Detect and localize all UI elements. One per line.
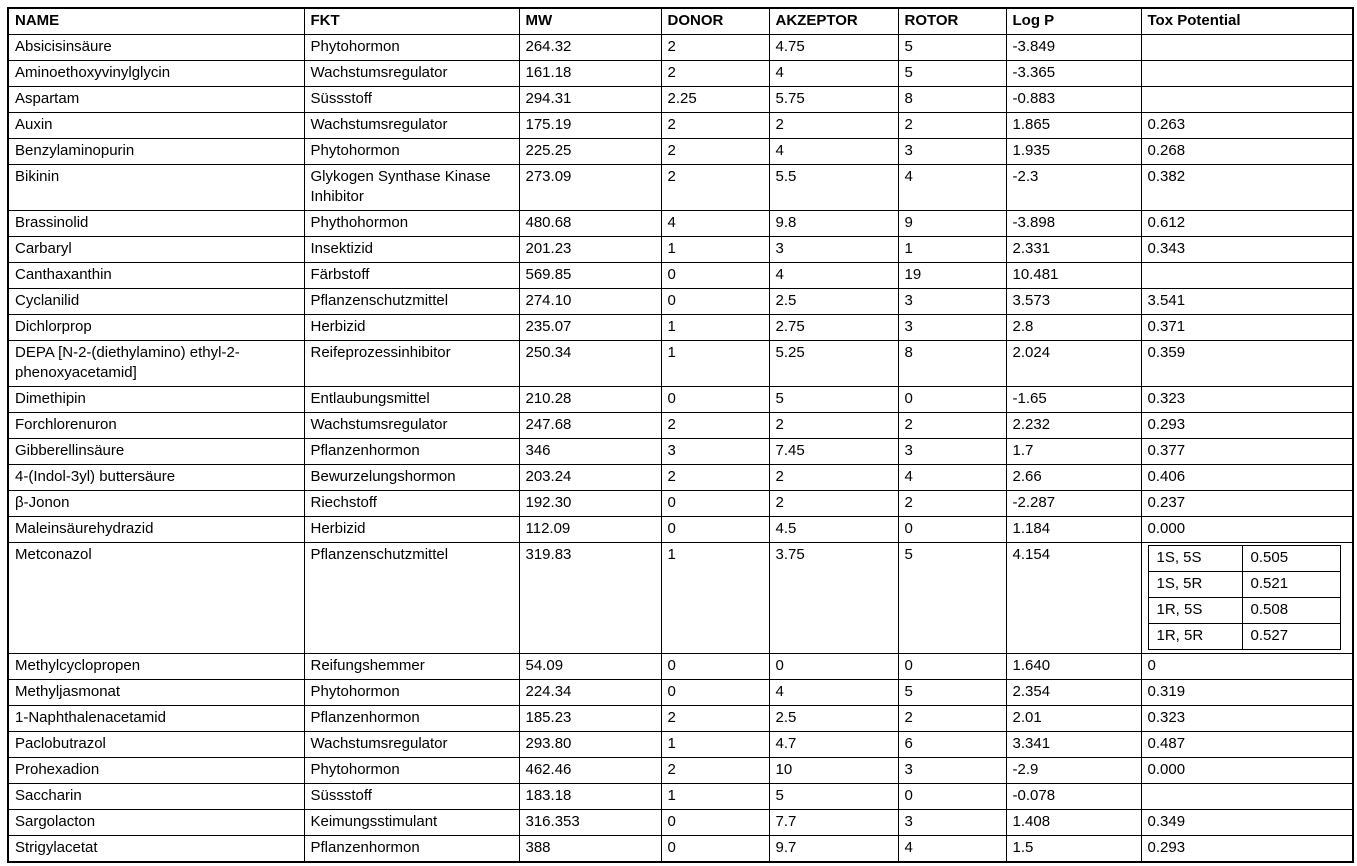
cell-donor: 2 <box>661 165 769 211</box>
cell-donor: 2 <box>661 758 769 784</box>
cell-akzeptor: 5 <box>769 784 898 810</box>
cell-name: Forchlorenuron <box>8 413 304 439</box>
cell-rotor: 5 <box>898 543 1006 654</box>
cell-name: Gibberellinsäure <box>8 439 304 465</box>
cell-logp: 4.154 <box>1006 543 1141 654</box>
cell-fkt: Wachstumsregulator <box>304 113 519 139</box>
cell-donor: 2 <box>661 35 769 61</box>
cell-fkt: Entlaubungsmittel <box>304 387 519 413</box>
cell-tox: 0.268 <box>1141 139 1353 165</box>
table-row <box>8 680 1353 706</box>
cell-fkt: Süssstoff <box>304 784 519 810</box>
column-header-fkt: FKT <box>304 8 519 35</box>
cell-akzeptor: 4 <box>769 61 898 87</box>
cell-name: Metconazol <box>8 543 304 654</box>
table-row <box>8 315 1353 341</box>
cell-logp: -2.287 <box>1006 491 1141 517</box>
tox-isomer-label: 1S, 5S <box>1148 546 1242 572</box>
cell-tox <box>1141 35 1353 61</box>
tox-subtable-row <box>1148 546 1340 572</box>
cell-logp: 2.01 <box>1006 706 1141 732</box>
cell-fkt: Herbizid <box>304 517 519 543</box>
cell-rotor: 3 <box>898 315 1006 341</box>
cell-logp: 2.8 <box>1006 315 1141 341</box>
cell-akzeptor: 4 <box>769 263 898 289</box>
cell-rotor: 3 <box>898 289 1006 315</box>
cell-fkt: Phytohormon <box>304 758 519 784</box>
table-row <box>8 289 1353 315</box>
cell-donor: 0 <box>661 289 769 315</box>
cell-akzeptor: 4.7 <box>769 732 898 758</box>
cell-donor: 0 <box>661 680 769 706</box>
cell-fkt: Süssstoff <box>304 87 519 113</box>
cell-donor: 3 <box>661 439 769 465</box>
cell-tox: 0 <box>1141 654 1353 680</box>
tox-subtable <box>1148 545 1341 650</box>
cell-mw: 293.80 <box>519 732 661 758</box>
cell-fkt: Reifungshemmer <box>304 654 519 680</box>
cell-akzeptor: 3 <box>769 237 898 263</box>
table-row <box>8 491 1353 517</box>
tox-isomer-value: 0.521 <box>1242 572 1340 598</box>
cell-logp: -0.883 <box>1006 87 1141 113</box>
cell-donor: 4 <box>661 211 769 237</box>
cell-akzeptor: 4.75 <box>769 35 898 61</box>
cell-akzeptor: 2.75 <box>769 315 898 341</box>
cell-fkt: Riechstoff <box>304 491 519 517</box>
column-header-rotor: ROTOR <box>898 8 1006 35</box>
cell-logp: 1.408 <box>1006 810 1141 836</box>
table-row <box>8 706 1353 732</box>
table-row <box>8 61 1353 87</box>
cell-fkt: Phytohormon <box>304 680 519 706</box>
cell-donor: 0 <box>661 654 769 680</box>
table-row <box>8 413 1353 439</box>
cell-donor: 0 <box>661 810 769 836</box>
cell-fkt: Wachstumsregulator <box>304 413 519 439</box>
cell-mw: 183.18 <box>519 784 661 810</box>
cell-logp: 3.573 <box>1006 289 1141 315</box>
cell-rotor: 2 <box>898 491 1006 517</box>
table-row <box>8 139 1353 165</box>
cell-donor: 2 <box>661 113 769 139</box>
cell-rotor: 5 <box>898 680 1006 706</box>
table-row <box>8 836 1353 863</box>
cell-mw: 264.32 <box>519 35 661 61</box>
cell-tox: 0.323 <box>1141 706 1353 732</box>
cell-name: Paclobutrazol <box>8 732 304 758</box>
cell-tox: 0.487 <box>1141 732 1353 758</box>
cell-donor: 0 <box>661 491 769 517</box>
table-row <box>8 810 1353 836</box>
cell-logp: -1.65 <box>1006 387 1141 413</box>
cell-mw: 112.09 <box>519 517 661 543</box>
cell-fkt: Phythohormon <box>304 211 519 237</box>
cell-donor: 1 <box>661 543 769 654</box>
cell-tox: 0.612 <box>1141 211 1353 237</box>
column-header-logp: Log P <box>1006 8 1141 35</box>
cell-rotor: 3 <box>898 439 1006 465</box>
table-row <box>8 387 1353 413</box>
cell-donor: 0 <box>661 517 769 543</box>
cell-akzeptor: 10 <box>769 758 898 784</box>
cell-donor: 1 <box>661 732 769 758</box>
cell-tox: 0.319 <box>1141 680 1353 706</box>
cell-name: Dimethipin <box>8 387 304 413</box>
cell-rotor: 8 <box>898 341 1006 387</box>
cell-mw: 235.07 <box>519 315 661 341</box>
cell-tox <box>1141 263 1353 289</box>
column-header-tox: Tox Potential <box>1141 8 1353 35</box>
cell-logp: -2.9 <box>1006 758 1141 784</box>
cell-akzeptor: 5.25 <box>769 341 898 387</box>
cell-name: Cyclanilid <box>8 289 304 315</box>
cell-mw: 316.353 <box>519 810 661 836</box>
cell-name: Aminoethoxyvinylglycin <box>8 61 304 87</box>
cell-name: Aspartam <box>8 87 304 113</box>
cell-tox: 0.293 <box>1141 413 1353 439</box>
cell-rotor: 2 <box>898 706 1006 732</box>
cell-rotor: 9 <box>898 211 1006 237</box>
cell-mw: 192.30 <box>519 491 661 517</box>
cell-rotor: 5 <box>898 35 1006 61</box>
cell-akzeptor: 3.75 <box>769 543 898 654</box>
cell-akzeptor: 2.5 <box>769 706 898 732</box>
cell-fkt: Pflanzenhormon <box>304 439 519 465</box>
column-header-akzeptor: AKZEPTOR <box>769 8 898 35</box>
cell-donor: 2 <box>661 465 769 491</box>
cell-donor: 2.25 <box>661 87 769 113</box>
cell-rotor: 19 <box>898 263 1006 289</box>
cell-name: DEPA [N-2-(diethylamino) ethyl-2-phenoxyacetamid] <box>8 341 304 387</box>
cell-fkt: Wachstumsregulator <box>304 732 519 758</box>
table-row <box>8 35 1353 61</box>
cell-fkt: Pflanzenschutzmittel <box>304 289 519 315</box>
tox-isomer-value: 0.508 <box>1242 598 1340 624</box>
cell-akzeptor: 5.5 <box>769 165 898 211</box>
cell-donor: 0 <box>661 263 769 289</box>
cell-logp: 2.232 <box>1006 413 1141 439</box>
cell-mw: 203.24 <box>519 465 661 491</box>
cell-mw: 569.85 <box>519 263 661 289</box>
cell-mw: 294.31 <box>519 87 661 113</box>
column-header-mw: MW <box>519 8 661 35</box>
cell-fkt: Färbstoff <box>304 263 519 289</box>
cell-rotor: 0 <box>898 784 1006 810</box>
cell-tox: 0.343 <box>1141 237 1353 263</box>
cell-name: Benzylaminopurin <box>8 139 304 165</box>
cell-mw: 250.34 <box>519 341 661 387</box>
cell-logp: 1.640 <box>1006 654 1141 680</box>
cell-name: Prohexadion <box>8 758 304 784</box>
cell-mw: 161.18 <box>519 61 661 87</box>
cell-tox: 0.349 <box>1141 810 1353 836</box>
cell-donor: 0 <box>661 387 769 413</box>
cell-fkt: Pflanzenhormon <box>304 706 519 732</box>
cell-rotor: 4 <box>898 165 1006 211</box>
cell-tox: 0.293 <box>1141 836 1353 863</box>
table-body <box>8 35 1353 863</box>
cell-tox: 0.263 <box>1141 113 1353 139</box>
cell-rotor: 1 <box>898 237 1006 263</box>
cell-akzeptor: 9.7 <box>769 836 898 863</box>
tox-subtable-row <box>1148 572 1340 598</box>
cell-tox: 0.359 <box>1141 341 1353 387</box>
cell-akzeptor: 9.8 <box>769 211 898 237</box>
cell-akzeptor: 5.75 <box>769 87 898 113</box>
cell-name: β-Jonon <box>8 491 304 517</box>
table-row <box>8 87 1353 113</box>
cell-rotor: 5 <box>898 61 1006 87</box>
cell-mw: 480.68 <box>519 211 661 237</box>
cell-akzeptor: 4.5 <box>769 517 898 543</box>
table-row <box>8 237 1353 263</box>
cell-name: Auxin <box>8 113 304 139</box>
cell-name: Methyljasmonat <box>8 680 304 706</box>
cell-logp: 1.184 <box>1006 517 1141 543</box>
cell-tox: 0.382 <box>1141 165 1353 211</box>
cell-name: Saccharin <box>8 784 304 810</box>
cell-tox: 0.000 <box>1141 758 1353 784</box>
cell-logp: -3.849 <box>1006 35 1141 61</box>
cell-name: 1-Naphthalenacetamid <box>8 706 304 732</box>
cell-rotor: 0 <box>898 654 1006 680</box>
cell-name: Dichlorprop <box>8 315 304 341</box>
cell-donor: 1 <box>661 341 769 387</box>
table-row <box>8 784 1353 810</box>
cell-donor: 1 <box>661 315 769 341</box>
cell-tox <box>1141 543 1353 654</box>
cell-tox: 0.000 <box>1141 517 1353 543</box>
cell-donor: 2 <box>661 61 769 87</box>
cell-akzeptor: 2 <box>769 113 898 139</box>
cell-tox <box>1141 87 1353 113</box>
cell-rotor: 4 <box>898 836 1006 863</box>
table-row <box>8 341 1353 387</box>
cell-akzeptor: 5 <box>769 387 898 413</box>
cell-fkt: Keimungsstimulant <box>304 810 519 836</box>
cell-logp: 1.935 <box>1006 139 1141 165</box>
cell-tox: 0.406 <box>1141 465 1353 491</box>
cell-name: Absicisinsäure <box>8 35 304 61</box>
cell-fkt: Reifeprozessinhibitor <box>304 341 519 387</box>
cell-logp: 10.481 <box>1006 263 1141 289</box>
table-row <box>8 165 1353 211</box>
cell-donor: 2 <box>661 413 769 439</box>
table-header <box>8 8 1353 35</box>
cell-rotor: 0 <box>898 387 1006 413</box>
cell-rotor: 0 <box>898 517 1006 543</box>
cell-rotor: 3 <box>898 810 1006 836</box>
cell-rotor: 2 <box>898 113 1006 139</box>
cell-logp: 2.331 <box>1006 237 1141 263</box>
cell-rotor: 3 <box>898 139 1006 165</box>
table-row <box>8 732 1353 758</box>
table-row <box>8 517 1353 543</box>
cell-akzeptor: 4 <box>769 680 898 706</box>
cell-mw: 247.68 <box>519 413 661 439</box>
table-row <box>8 654 1353 680</box>
cell-akzeptor: 2.5 <box>769 289 898 315</box>
cell-tox: 0.377 <box>1141 439 1353 465</box>
cell-mw: 54.09 <box>519 654 661 680</box>
tox-isomer-value: 0.505 <box>1242 546 1340 572</box>
cell-name: Sargolacton <box>8 810 304 836</box>
cell-tox <box>1141 784 1353 810</box>
cell-name: Maleinsäurehydrazid <box>8 517 304 543</box>
table-row <box>8 439 1353 465</box>
cell-name: Brassinolid <box>8 211 304 237</box>
header-row <box>8 8 1353 35</box>
tox-isomer-label: 1S, 5R <box>1148 572 1242 598</box>
cell-mw: 224.34 <box>519 680 661 706</box>
cell-mw: 319.83 <box>519 543 661 654</box>
cell-tox <box>1141 61 1353 87</box>
cell-fkt: Phytohormon <box>304 35 519 61</box>
cell-fkt: Pflanzenschutzmittel <box>304 543 519 654</box>
cell-name: Canthaxanthin <box>8 263 304 289</box>
cell-tox: 0.237 <box>1141 491 1353 517</box>
cell-rotor: 6 <box>898 732 1006 758</box>
cell-mw: 201.23 <box>519 237 661 263</box>
tox-isomer-value: 0.527 <box>1242 624 1340 650</box>
cell-logp: -3.898 <box>1006 211 1141 237</box>
tox-isomer-label: 1R, 5S <box>1148 598 1242 624</box>
table-row <box>8 263 1353 289</box>
cell-mw: 225.25 <box>519 139 661 165</box>
cell-name: Bikinin <box>8 165 304 211</box>
cell-mw: 462.46 <box>519 758 661 784</box>
cell-name: Carbaryl <box>8 237 304 263</box>
cell-logp: 1.865 <box>1006 113 1141 139</box>
cell-logp: 3.341 <box>1006 732 1141 758</box>
cell-fkt: Bewurzelungshormon <box>304 465 519 491</box>
cell-logp: 2.024 <box>1006 341 1141 387</box>
cell-mw: 274.10 <box>519 289 661 315</box>
cell-logp: 2.66 <box>1006 465 1141 491</box>
tox-subtable-row <box>1148 624 1340 650</box>
cell-mw: 346 <box>519 439 661 465</box>
cell-tox: 3.541 <box>1141 289 1353 315</box>
cell-rotor: 4 <box>898 465 1006 491</box>
cell-donor: 0 <box>661 836 769 863</box>
cell-fkt: Insektizid <box>304 237 519 263</box>
cell-akzeptor: 2 <box>769 465 898 491</box>
table-row <box>8 211 1353 237</box>
cell-logp: 2.354 <box>1006 680 1141 706</box>
cell-akzeptor: 7.45 <box>769 439 898 465</box>
table-row <box>8 758 1353 784</box>
tox-isomer-label: 1R, 5R <box>1148 624 1242 650</box>
cell-akzeptor: 0 <box>769 654 898 680</box>
cell-name: 4-(Indol-3yl) buttersäure <box>8 465 304 491</box>
cell-fkt: Wachstumsregulator <box>304 61 519 87</box>
tox-subtable-row <box>1148 598 1340 624</box>
cell-logp: 1.7 <box>1006 439 1141 465</box>
cell-akzeptor: 7.7 <box>769 810 898 836</box>
cell-mw: 175.19 <box>519 113 661 139</box>
cell-tox: 0.323 <box>1141 387 1353 413</box>
table-row <box>8 113 1353 139</box>
cell-name: Methylcyclopropen <box>8 654 304 680</box>
cell-akzeptor: 4 <box>769 139 898 165</box>
cell-donor: 1 <box>661 237 769 263</box>
table-row <box>8 465 1353 491</box>
cell-rotor: 8 <box>898 87 1006 113</box>
cell-mw: 388 <box>519 836 661 863</box>
cell-name: Strigylacetat <box>8 836 304 863</box>
cell-fkt: Phytohormon <box>304 139 519 165</box>
cell-mw: 185.23 <box>519 706 661 732</box>
cell-fkt: Pflanzenhormon <box>304 836 519 863</box>
cell-rotor: 2 <box>898 413 1006 439</box>
cell-donor: 1 <box>661 784 769 810</box>
cell-tox: 0.371 <box>1141 315 1353 341</box>
column-header-name: NAME <box>8 8 304 35</box>
cell-donor: 2 <box>661 139 769 165</box>
cell-logp: -0.078 <box>1006 784 1141 810</box>
cell-akzeptor: 2 <box>769 491 898 517</box>
column-header-donor: DONOR <box>661 8 769 35</box>
cell-logp: -3.365 <box>1006 61 1141 87</box>
cell-mw: 273.09 <box>519 165 661 211</box>
cell-logp: 1.5 <box>1006 836 1141 863</box>
cell-mw: 210.28 <box>519 387 661 413</box>
compound-table <box>7 7 1354 863</box>
cell-akzeptor: 2 <box>769 413 898 439</box>
cell-fkt: Herbizid <box>304 315 519 341</box>
cell-donor: 2 <box>661 706 769 732</box>
cell-fkt: Glykogen Synthase Kinase Inhibitor <box>304 165 519 211</box>
table-row <box>8 543 1353 654</box>
cell-logp: -2.3 <box>1006 165 1141 211</box>
cell-rotor: 3 <box>898 758 1006 784</box>
